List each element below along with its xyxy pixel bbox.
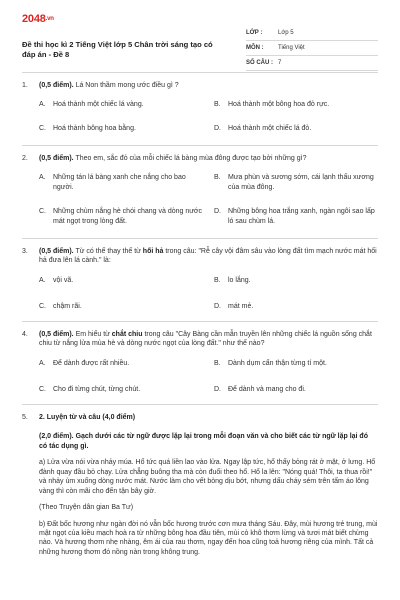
question-number: 2. <box>22 155 28 162</box>
option-text: Để dành được rất nhiều. <box>53 359 130 367</box>
option-letter: C. <box>39 125 46 133</box>
question-points: (0,5 điểm). <box>39 331 74 338</box>
option-text: Mưa phùn và sương sớm, cái lạnh thấu xương của mùa đông. <box>228 174 374 191</box>
option-letter: D. <box>214 125 221 133</box>
question-body-pre: Em hiểu từ <box>73 331 112 338</box>
meta-label: SỐ CÂU : <box>246 59 273 66</box>
option-letter: B. <box>214 276 221 284</box>
option-letter: A. <box>39 359 46 367</box>
option-text: vội vã. <box>53 276 74 284</box>
page-title: Đề thi học kì 2 Tiếng Việt lớp 5 Chân trời sáng tạo có đáp án - Đề 8 <box>22 40 213 60</box>
meta-value: Tiếng Việt <box>278 44 305 51</box>
option-letter: D. <box>214 208 221 216</box>
source-note: (Theo Truyện dân gian Ba Tư) <box>39 504 134 512</box>
option-text: Những chùm nắng hè chói chang và dòng nước mát ngọt trong lòng đất. <box>53 208 203 225</box>
option-c[interactable] <box>39 385 209 394</box>
option-text: Hoá thành một bông hoa đỏ rực. <box>228 101 330 109</box>
option-letter: B. <box>214 101 221 109</box>
option-d[interactable] <box>214 124 378 133</box>
meta-label: MÔN : <box>246 44 264 51</box>
question-text <box>39 154 378 163</box>
option-c[interactable] <box>39 124 209 133</box>
instruction-text: (2,0 điểm). Gạch dưới các từ ngữ được lặp lại trong mỗi đoạn văn và cho biết các từ ngữ lặp lại đó có tác dụng gì. <box>39 433 368 450</box>
meta-table <box>246 26 378 71</box>
paragraph-b: b) Đất bốc hương như ngàn đời nó vẫn bốc hương trước cơn mưa tháng Sáu. Đây, mùi hương trẻ trung, mùi mật ngọt của kiều mạch hoà ra từ những bông hoa đầu tiên, mùi cỏ khô thơm lừng và tươi mát biết chừng nào. Và hương thơm nhẹ nhàng, êm ái của rau thơm, ngay đến hoa cũng toả hương riêng của mình. Tất cả những hương thơm đó nồng nàn trong không trung. <box>39 520 378 556</box>
option-letter: C. <box>39 302 46 310</box>
question-number: 1. <box>22 82 28 89</box>
question-5 <box>22 413 378 564</box>
question-number: 5. <box>22 414 28 421</box>
option-a[interactable] <box>39 100 209 109</box>
question-body: Lá Non thầm mong ước điều gì ? <box>73 82 179 89</box>
question-keyword: chắt chiu <box>111 331 143 338</box>
divider <box>22 404 378 405</box>
options <box>39 359 378 399</box>
question-points: (0,5 điểm). <box>39 82 74 89</box>
section-body <box>39 432 378 557</box>
options <box>39 276 378 316</box>
question-3 <box>22 247 378 316</box>
option-text: Để dành và mang cho đi. <box>228 385 306 393</box>
option-letter: A. <box>39 174 46 182</box>
options <box>39 173 378 233</box>
question-keyword: hối hả <box>142 248 164 255</box>
meta-row-socau <box>246 56 378 71</box>
question-body-post: trong câu: "Rễ cây vội đâm sâu vào lòng đất tìm mạch nước mát hối hả đưa lên lá cành." là: <box>39 248 377 265</box>
option-c[interactable] <box>39 302 209 311</box>
question-1 <box>22 81 378 136</box>
question-body-pre: Từ có thể thay thế từ <box>73 248 143 255</box>
meta-row-lop <box>246 26 378 41</box>
option-b[interactable] <box>214 173 378 192</box>
paragraph-a: a) Lửa vừa nói vừa nhảy múa. Hổ tức quá liền lao vào lửa. Ngay lập tức, hổ thấy bỏng rát ở mặt, ở lưng. Hổ đành quay đầu bỏ chạy. Lửa chẳng buông tha mà còn đuổi theo hổ. Hổ la lên: "Nóng quá! Thôi, ta thua rồi!" và nhảy ùm xuống dòng nước mát. Nước làm cho vết bỏng dịu bớt, nhưng dấu cháy sém trên tấm áo lông vàng thì còn mãi cho đến tận bây giờ. <box>39 459 376 495</box>
option-text: Cho đi từng chút, từng chút. <box>53 385 141 393</box>
meta-row-mon <box>246 41 378 56</box>
question-body-post: trong câu "Cây Bàng cần mẫn truyền lên những chiếc lá nguồn sống chắt chiu từ nắng lửa mùa hè và dòng nước ngọt của lòng đất." như thế nào? <box>39 331 372 348</box>
meta-label: LỚP : <box>246 29 263 36</box>
question-4 <box>22 330 378 399</box>
option-d[interactable] <box>214 207 378 226</box>
option-letter: A. <box>39 101 46 109</box>
option-text: Hoá thành một chiếc lá đỏ. <box>228 125 312 133</box>
option-text: chậm rãi. <box>53 302 82 310</box>
option-text: Dành dụm cẩn thận từng tí một. <box>228 359 327 367</box>
logo-name: 2048 <box>22 13 46 25</box>
question-text <box>39 81 378 90</box>
question-text <box>39 330 378 349</box>
option-c[interactable] <box>39 207 207 226</box>
question-body: Theo em, sắc đỏ của mỗi chiếc lá bàng mùa đông được tạo bởi những gì? <box>73 155 307 162</box>
divider <box>22 72 378 73</box>
option-b[interactable] <box>214 100 378 109</box>
question-points: (0,5 điểm). <box>39 155 74 162</box>
divider <box>22 238 378 239</box>
site-logo[interactable] <box>22 12 54 27</box>
option-letter: C. <box>39 208 46 216</box>
option-letter: C. <box>39 385 46 393</box>
section-heading-text: 2. Luyện từ và câu (4,0 điểm) <box>39 414 136 421</box>
meta-value: 7 <box>278 59 282 66</box>
option-d[interactable] <box>214 385 378 394</box>
divider <box>22 321 378 322</box>
options <box>39 100 378 136</box>
option-letter: B. <box>214 359 221 367</box>
option-text: Hoá thành một chiếc lá vàng. <box>53 101 144 109</box>
option-letter: A. <box>39 276 46 284</box>
option-text: mát mẻ. <box>228 302 254 310</box>
question-2 <box>22 154 378 233</box>
instruction <box>39 432 378 451</box>
option-letter: D. <box>214 302 221 310</box>
option-letter: B. <box>214 174 221 182</box>
question-number: 3. <box>22 248 28 255</box>
section-heading <box>39 413 378 422</box>
logo-suffix: .vn <box>45 16 54 23</box>
option-text: Hoá thành bông hoa bằng. <box>53 125 136 133</box>
option-b[interactable] <box>214 359 378 368</box>
option-letter: D. <box>214 385 221 393</box>
option-text: Những tán lá bàng xanh che nắng cho bao người. <box>53 174 186 191</box>
meta-value: Lớp 5 <box>278 29 294 36</box>
option-a[interactable] <box>39 359 209 368</box>
question-text <box>39 247 378 266</box>
question-number: 4. <box>22 331 28 338</box>
header <box>22 12 378 74</box>
option-a[interactable] <box>39 173 207 192</box>
question-points: (0,5 điểm). <box>39 248 74 255</box>
option-text: Những bông hoa trắng xanh, ngàn ngôi sao lấp ló sau chùm lá. <box>228 208 375 225</box>
option-b[interactable] <box>214 276 378 285</box>
option-a[interactable] <box>39 276 209 285</box>
option-d[interactable] <box>214 302 378 311</box>
divider <box>22 145 378 146</box>
option-text: lo lắng. <box>228 276 251 284</box>
